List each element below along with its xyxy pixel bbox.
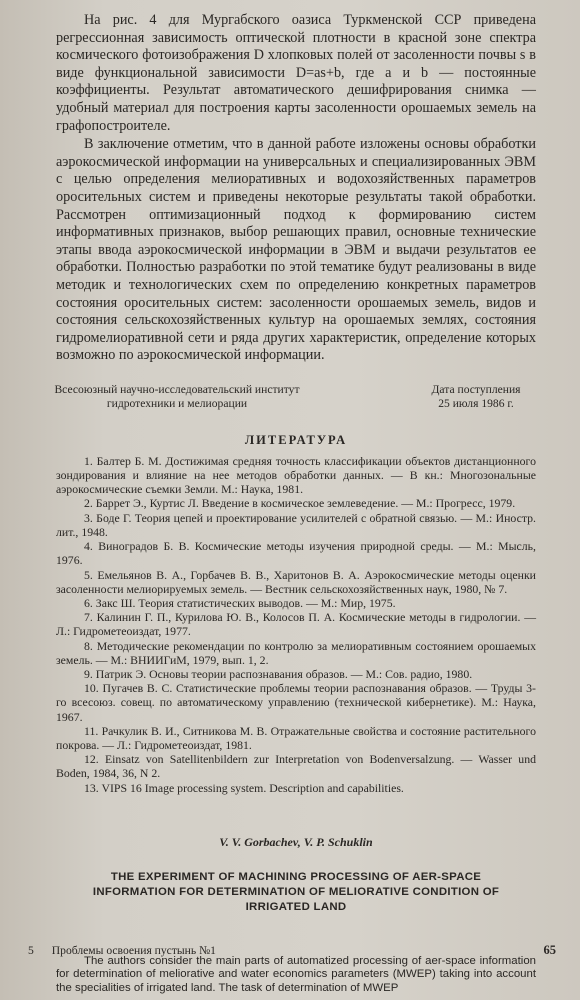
reference-item: 3. Боде Г. Теория цепей и проектирование усилителей с обратной связью. — М.: Иностр. лит., 1948. [56,510,536,539]
paragraph-figure-4: На рис. 4 для Мургабского оазиса Туркменской ССР приведена регрессионная зависимость оптической плотности в красной зоне спектра космического фотоизображения D хлопковых полей от засоленности почвы s в виде функциональной зависимости D=as+b, где a и b — постоянные коэффициенты. Результат автоматического дешифрирования снимка — удобный материал для построения карты засоленности орошаемых земель на графопостроителе. [56,12,536,134]
english-title [56,870,536,915]
institute-line-2: гидротехники и мелиорации [106,396,248,410]
english-title-line-1: THE EXPERIMENT OF MACHINING PROCESSING OF AER-SPACE [110,870,482,883]
reference-item: 12. Einsatz von Satellitenbildern zur Interpretation von Bodenversalzung. — Wasser und Boden, 1984, 36, N 2. [56,752,536,781]
journal-name: Проблемы освоения пустынь №1 [51,944,216,957]
english-title-line-3: IRRIGATED LAND [245,900,347,913]
reference-item: 1. Балтер Б. М. Достижимая средняя точность классификации объектов дистанционного зондирования и влияние на нее методов обработки данных. — В кн.: Многозональные аэрокосмические съемки Земли. М.: Наука, 1981. [56,453,536,497]
reference-item: 9. Патрик Э. Основы теории распознавания образов. — М.: Сов. радио, 1980. [84,666,473,681]
reference-item: 8. Методические рекомендации по контролю за мелиоративным состоянием орошаемых земель. — М.: ВНИИГиМ, 1979, вып. 1, 2. [56,638,536,667]
references-list [56,454,536,795]
affiliation-block [56,383,536,411]
reference-item: 5. Емельянов В. А., Горбачев В. В., Харитонов В. А. Аэрокосмические методы оценки засоленности мелиорируемых земель. — Вестник сельскохозяйственных наук, 1980, № 7. [56,567,536,596]
english-authors: V. V. Gorbachev, V. P. Schuklin [219,834,373,849]
english-title-line-2: INFORMATION FOR DETERMINATION OF MELIORATIVE CONDITION OF [92,885,500,898]
reference-item: 4. Виноградов Б. В. Космические методы изучения природной среды. — М.: Мысль, 1976. [56,539,536,568]
institute-line-1: Всесоюзный научно-исследовательский институт [54,382,300,396]
institute [52,383,302,411]
page-number: 65 [543,943,556,957]
received-date [416,383,536,411]
reference-item: 13. VIPS 16 Image processing system. Description and capabilities. [84,780,404,795]
signature-number: 5 [28,944,34,957]
reference-item: 2. Баррет Э., Куртис Л. Введение в космическое землеведение. — М.: Прогресс, 1979. [84,496,516,511]
received-value: 25 июля 1986 г. [438,396,514,410]
reference-item: 11. Рачкулик В. И., Ситникова М. В. Отражательные свойства и состояние растительного покрова. — Л.: Гидрометеоиздат, 1981. [56,723,536,752]
references-heading: ЛИТЕРАТУРА [244,432,348,447]
reference-item: 10. Пугачев В. С. Статистические проблемы теории распознавания образов. — Труды 3-го всесоюз. совещ. по автоматическому управлению (технической кибернетике). М.: Наука, 1967. [56,681,536,724]
paragraph-conclusion: В заключение отметим, что в данной работе изложены основы обработки аэрокосмической информации на универсальных и специализированных ЭВМ с целью определения мелиоративных и водохозяйственных параметров оросительных систем и приведены некоторые результаты такой обработки. Рассмотрен оптимизационный подход к формированию систем информативных признаков, выбор решающих правил, основные технические этапы ввода аэрокосмической информации в ЭВМ и выдачи результатов ее обработки. Полностью разработки по этой тематике будут реализованы в виде методик и технологических схем по определению конкретных параметров состояния оросительных систем: засоленности орошаемых земель, видов и состояния сельскохозяйственных культур на орошаемых землях, состояния гидромелиоративной сети и ряда других характеристик, определение которых возможно по аэрокосмической информации. [56,136,536,364]
reference-item: 7. Калинин Г. П., Курилова Ю. В., Колосов П. А. Космические методы в гидрологии. — Л.: Гидрометеоиздат, 1977. [56,610,536,639]
page-footer [28,943,556,958]
reference-item: 6. Закс Ш. Теория статистических выводов. — М.: Мир, 1975. [84,595,396,610]
received-label: Дата поступления [431,382,521,396]
english-abstract: The authors consider the main parts of automatized processing of aer-space information for determination of meliorative and water economics parameters (MWEP) taking into account the specialities of irrigated land. The task of determination of MWEP [56,954,536,994]
